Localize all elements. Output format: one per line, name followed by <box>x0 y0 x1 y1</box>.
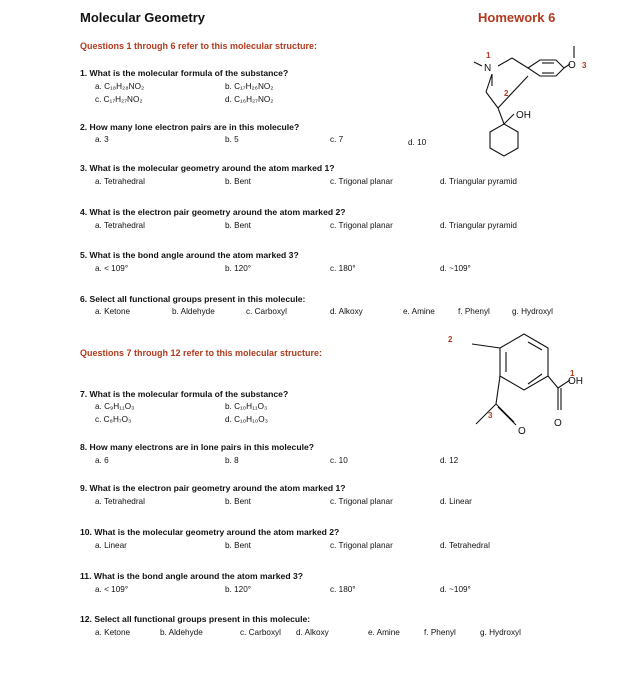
question-11: 11. What is the bond angle around the atom marked 3? <box>80 571 303 581</box>
q6-option-f: f. Phenyl <box>458 307 490 316</box>
page-title: Molecular Geometry <box>80 10 205 25</box>
q1-option-d: d. C₁₆H₂₇NO₂ <box>225 95 274 104</box>
q12-option-c: c. Carboxyl <box>240 628 281 637</box>
molecule-1-structure <box>460 40 600 200</box>
mark-2: 2 <box>448 335 453 344</box>
q1-option-a: a. C₁₈H₂₈NO₂ <box>95 82 145 91</box>
section1-intro: Questions 1 through 6 refer to this molecular structure: <box>80 41 318 51</box>
q11-option-c: c. 180° <box>330 585 356 594</box>
q5-option-c: c. 180° <box>330 264 356 273</box>
q1-option-b: b. C₁₇H₂₆NO₂ <box>225 82 274 91</box>
question-5: 5. What is the bond angle around the atom marked 3? <box>80 250 299 260</box>
q5-option-a: a. < 109° <box>95 264 129 273</box>
q6-option-b: b. Aldehyde <box>172 307 215 316</box>
question-3: 3. What is the molecular geometry around the atom marked 1? <box>80 163 335 173</box>
q2-option-b: b. 5 <box>225 135 239 144</box>
q1-option-c: c. C₁₇H₂₇NO₂ <box>95 95 143 104</box>
question-6: 6. Select all functional groups present in this molecule: <box>80 294 306 304</box>
q9-option-a: a. Tetrahedral <box>95 497 145 506</box>
mark-1: 1 <box>570 369 575 378</box>
q6-option-e: e. Amine <box>403 307 435 316</box>
mark-3: 3 <box>488 411 493 420</box>
q10-option-c: c. Trigonal planar <box>330 541 393 550</box>
homework-label: Homework 6 <box>478 10 556 25</box>
q9-option-b: b. Bent <box>225 497 251 506</box>
q12-option-g: g. Hydroxyl <box>480 628 521 637</box>
q5-option-b: b. 120° <box>225 264 252 273</box>
q9-option-d: d. Linear <box>440 497 472 506</box>
q6-option-a: a. Ketone <box>95 307 131 316</box>
o-atom-label-2: O <box>518 426 526 437</box>
q7-option-b: b. C₁₀H₁₁O₃ <box>225 402 268 411</box>
q2-option-c: c. 7 <box>330 135 344 144</box>
q4-option-c: c. Trigonal planar <box>330 221 393 230</box>
q11-option-a: a. < 109° <box>95 585 129 594</box>
oh-label: OH <box>516 110 531 121</box>
question-4: 4. What is the electron pair geometry around the atom marked 2? <box>80 207 346 217</box>
q12-option-d: d. Alkoxy <box>296 628 329 637</box>
q5-option-d: d. ~109° <box>440 264 471 273</box>
q8-option-d: d. 12 <box>440 456 459 465</box>
q12-option-b: b. Aldehyde <box>160 628 203 637</box>
q3-option-b: b. Bent <box>225 177 251 186</box>
mark-2: 2 <box>504 89 509 98</box>
q7-option-c: c. C₈H₇O₃ <box>95 415 132 424</box>
q9-option-c: c. Trigonal planar <box>330 497 393 506</box>
o-atom-label-1: O <box>554 418 562 429</box>
molecule-2-structure <box>440 330 610 450</box>
question-9: 9. What is the electron pair geometry around the atom marked 1? <box>80 483 346 493</box>
o-atom-label: O <box>568 60 576 71</box>
question-7: 7. What is the molecular formula of the substance? <box>80 389 289 399</box>
q10-option-a: a. Linear <box>95 541 127 550</box>
q2-option-d: d. 10 <box>408 138 427 147</box>
q11-option-d: d. ~109° <box>440 585 471 594</box>
q7-option-a: a. C₉H₁₁O₃ <box>95 402 135 411</box>
q4-option-b: b. Bent <box>225 221 251 230</box>
q3-option-a: a. Tetrahedral <box>95 177 145 186</box>
q7-option-d: d. C₁₀H₁₀O₃ <box>225 415 268 424</box>
oh-label: OH <box>568 376 583 387</box>
question-1: 1. What is the molecular formula of the substance? <box>80 68 289 78</box>
q11-option-b: b. 120° <box>225 585 252 594</box>
q8-option-a: a. 6 <box>95 456 109 465</box>
section2-intro: Questions 7 through 12 refer to this molecular structure: <box>80 348 323 358</box>
q8-option-b: b. 8 <box>225 456 239 465</box>
q2-option-a: a. 3 <box>95 135 109 144</box>
q12-option-e: e. Amine <box>368 628 400 637</box>
q8-option-c: c. 10 <box>330 456 348 465</box>
question-2: 2. How many lone electron pairs are in this molecule? <box>80 122 300 132</box>
n-atom-label: N <box>484 63 492 74</box>
q12-option-a: a. Ketone <box>95 628 131 637</box>
q3-option-c: c. Trigonal planar <box>330 177 393 186</box>
q10-option-d: d. Tetrahedral <box>440 541 490 550</box>
q6-option-c: c. Carboxyl <box>246 307 287 316</box>
q12-option-f: f. Phenyl <box>424 628 456 637</box>
q4-option-a: a. Tetrahedral <box>95 221 145 230</box>
q6-option-d: d. Alkoxy <box>330 307 363 316</box>
q3-option-d: d. Triangular pyramid <box>440 177 517 186</box>
question-10: 10. What is the molecular geometry around the atom marked 2? <box>80 527 340 537</box>
mark-3: 3 <box>582 61 587 70</box>
question-12: 12. Select all functional groups present in this molecule: <box>80 614 311 624</box>
q6-option-g: g. Hydroxyl <box>512 307 553 316</box>
q10-option-b: b. Bent <box>225 541 251 550</box>
q4-option-d: d. Triangular pyramid <box>440 221 517 230</box>
mark-1: 1 <box>486 51 491 60</box>
question-8: 8. How many electrons are in lone pairs in this molecule? <box>80 442 315 452</box>
